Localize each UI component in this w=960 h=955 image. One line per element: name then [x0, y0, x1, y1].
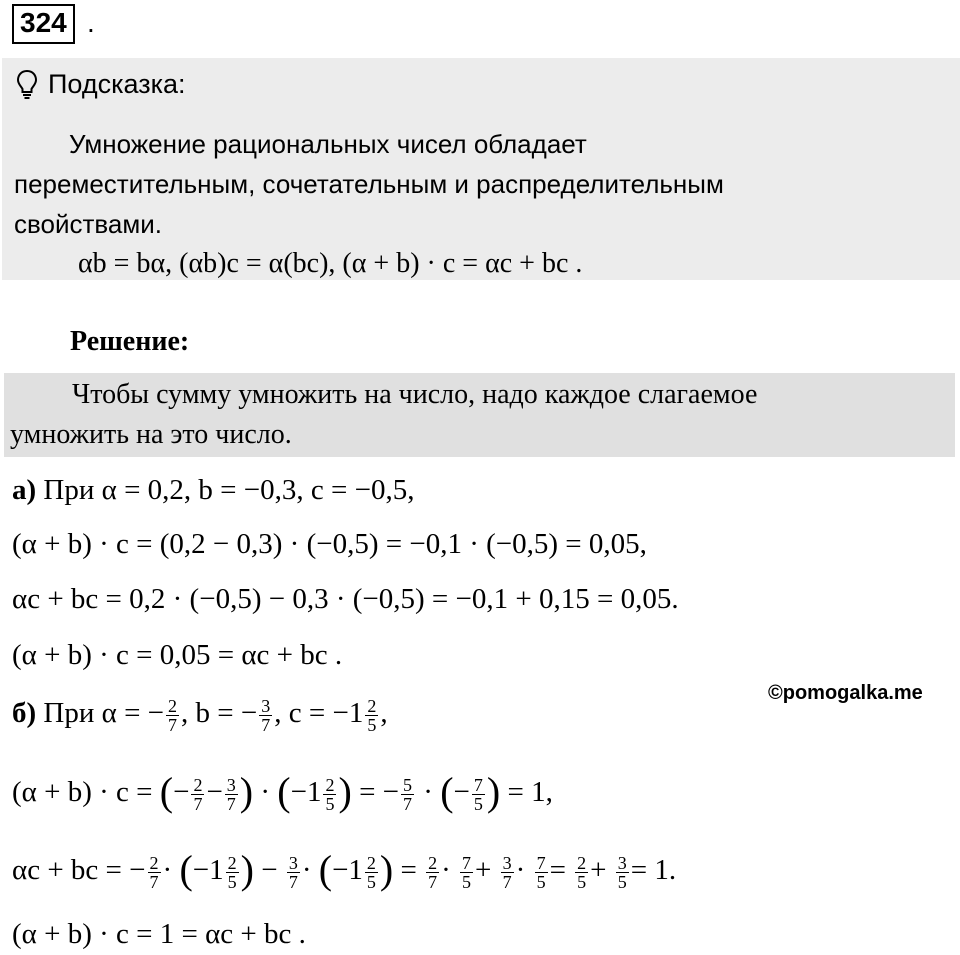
part-b-cond-2: , b = − — [181, 697, 258, 729]
part-b-cond-3: , c = −1 — [274, 697, 364, 729]
rule-text — [10, 375, 757, 455]
part-a-label: а) — [12, 474, 37, 506]
problem-number: 324 — [12, 4, 75, 44]
part-a-line-3: (α + b) · c = 0,05 = αc + bc . — [12, 639, 343, 671]
hint-line-1: Умножение рациональных чисел обладает — [69, 129, 587, 159]
lightbulb-icon — [16, 69, 38, 99]
fraction: $\frac{2}{7}$ — [168, 695, 178, 735]
part-a-cond-text: При α = 0,2, b = −0,3, c = −0,5, — [36, 474, 415, 506]
part-a-condition — [12, 470, 414, 510]
part-b-line-3: (α + b) · c = 1 = αc + bc . — [12, 918, 306, 950]
part-a-line-1: (α + b) · c = (0,2 − 0,3) · (−0,5) = −0,1 · (−0,5) = 0,05, — [12, 528, 647, 560]
rule-line-1: Чтобы сумму умножить на число, надо каждое слагаемое — [72, 379, 758, 410]
fraction: $\frac{2}{5}$ — [367, 695, 377, 735]
hint-title: Подсказка: — [48, 69, 186, 99]
hint-formula: αb = bα, (αb)c = α(bc), (α + b) · c = αc + bc . — [78, 248, 583, 279]
watermark: ©pomogalka.me — [768, 682, 923, 704]
part-b-line-2: αc + bc = − $\frac{2}{7}$ · (−1 $\frac{2}{5}$ ) − $\frac{3}{7}$ · (−1 $\frac{2}{5}$ ) = $\frac{2}{7}$ · $\frac{7}{5}$ + $\frac{3}{7}$ · $\frac{7}{5}$ = $\frac{2}{5}$ + $\frac{3}{5}$ = 1. — [12, 847, 677, 892]
part-b-label: б) — [12, 697, 37, 729]
part-b-condition — [12, 693, 388, 734]
part-b-line-1: (α + b) · c = (− $\frac{2}{7}$ − $\frac{3}{7}$ ) · (−1 $\frac{2}{5}$ ) = − $\frac{5}{7}$ · (− $\frac{7}{5}$ ) = 1, — [12, 769, 553, 814]
hint-line-2: переместительным, сочетательным и распределительным — [14, 169, 724, 199]
rule-line-2: умножить на это число. — [10, 419, 292, 450]
part-b-cond-4: , — [380, 697, 388, 729]
hint-heading — [16, 62, 186, 106]
hint-line-3: свойствами. — [14, 209, 163, 239]
solution-heading: Решение: — [70, 326, 190, 357]
fraction: $\frac{3}{7}$ — [261, 695, 271, 735]
hint-text — [14, 124, 944, 244]
part-a-line-2: αc + bc = 0,2 · (−0,5) − 0,3 · (−0,5) = −0,1 + 0,15 = 0,05. — [12, 583, 679, 615]
problem-number-dot: . — [87, 7, 95, 38]
part-b-cond-1: При α = − — [36, 697, 165, 729]
